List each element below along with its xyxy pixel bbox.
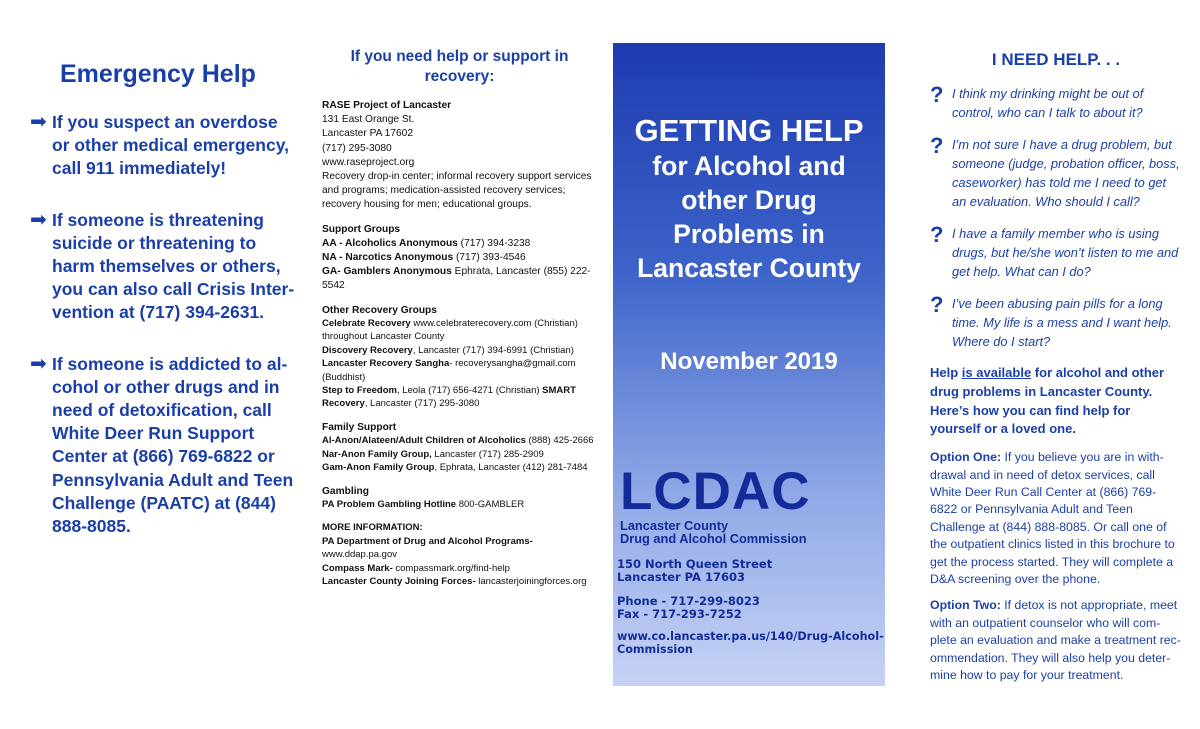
question-item [930,224,1182,281]
other-groups-section [322,304,597,411]
family-group-item [322,461,597,474]
question-mark-icon: ? [930,133,944,158]
question-mark-icon: ? [930,292,944,317]
more-info-item [322,575,597,588]
emergency-item-text: If someone is threatening suicide or threatening to harm themselves or others, you can also call Crisis Inter- vention at (717) 394-2631. [52,209,295,323]
family-support-section [322,421,597,475]
group-detail: (717) 394-3238 [457,237,531,249]
group-detail: , Ephrata, Lancaster (412) 281-7484 [434,462,588,474]
cover-title-line: GETTING HELP [634,113,864,148]
group-name: SMART Recovery [322,385,576,410]
group-detail: , Lancaster (717) 394-6991 (Christian) [412,344,574,356]
help-post: for alcohol and other drug problems in Lancaster County. Here’s how you can find help for yourself or a loved one. [930,365,1165,437]
rase-line: 131 East Orange St. [322,114,415,126]
address-line: Lancaster PA 17603 [617,569,745,584]
rase-line: (717) 295-3080 [322,142,392,154]
recovery-heading: If you need help or support in recovery: [350,48,569,85]
arrow-right-icon: ➡ [30,111,47,133]
emergency-item [30,111,295,181]
support-group-item [322,237,597,251]
group-name: Al-Anon/Alateen/Adult Children of Alcoholics [322,435,526,447]
resource-detail: lancasterjoiningforces.org [475,575,587,587]
family-group-item [322,434,597,447]
arrow-right-icon: ➡ [30,352,47,375]
more-info-title: MORE INFORMATION: [322,522,423,534]
need-help-panel [930,50,1182,693]
org-contact [617,595,760,620]
resource-name: PA Department of Drug and Alcohol Programs- [322,535,533,547]
help-available-paragraph [930,364,1182,439]
resource-detail: compassmark.org/find-help [392,562,510,574]
help-underlined: is available [961,365,1032,380]
question-text: I’ve been abusing pain pills for a long time. My life is a mess and I want help. Where do I start? [952,296,1172,349]
group-detail: www.celebraterecovery.com (Christian) throughout Lancaster County [322,318,578,343]
resource-name: Compass Mark- [322,562,393,574]
address-line: 150 North Queen Street [617,557,773,571]
emergency-item-text: If someone is addicted to al- cohol or other drugs and in need of detoxification, call White Deer Run Support Center at (866) 769-6822 or Pennsylvania Adult and Teen Challenge (PAATC) at (844) 888-8085. [52,353,294,537]
emergency-panel [30,60,295,566]
cover-title-line: Lancaster County [637,253,861,283]
org-website: www.co.lancaster.pa.us/140/Drug-Alcohol-Commission [617,630,884,656]
cover-title-line: Problems in [673,219,825,249]
group-name: Discovery Recovery [322,344,413,356]
family-group-item [322,448,597,461]
help-pre: Help [930,365,962,380]
emergency-item-text: If you suspect an overdose or other medical emergency, call 911 immediately! [52,112,289,179]
emergency-item [30,353,295,539]
question-text: I have a family member who is using drugs, but he/she won’t listen to me and get help. What can I do? [952,226,1179,279]
other-group-item [322,344,597,357]
option-one [930,449,1182,588]
rase-title: RASE Project of Lancaster [322,100,452,111]
emergency-item [30,209,295,325]
resource-detail: www.ddap.pa.gov [322,549,397,561]
group-detail: (717) 393-4546 [453,252,526,264]
gambling-section [322,485,597,512]
group-name: NA - Narcotics Anonymous [322,252,454,264]
rase-line: Lancaster PA 17602 [322,128,413,140]
question-mark-icon: ? [930,82,944,107]
group-name: GA- Gamblers Anonymous [322,266,452,278]
need-help-title: I NEED HELP. . . [991,50,1121,69]
group-name: Step to Freedom [322,385,397,397]
resource-name: Lancaster County Joining Forces- [322,575,476,587]
other-group-item [322,357,597,384]
org-phone: Phone - 717-299-8023 [617,594,760,608]
lcdac-logo: LCDAC [620,462,811,521]
org-name-line: Lancaster County [620,518,729,533]
option-label: Option One: [930,450,1002,465]
group-detail: (888) 425-2666 [525,435,594,447]
support-group-item [322,251,597,265]
emergency-title: Emergency Help [60,60,256,88]
group-detail: 800-GAMBLER [456,498,525,510]
org-name-line: Drug and Alcohol Commission [620,531,807,546]
org-fax: Fax - 717-293-7252 [617,606,742,621]
question-mark-icon: ? [930,222,944,247]
question-item [930,84,1182,122]
option-label: Option Two: [930,598,1001,613]
group-name: AA - Alcoholics Anonymous [322,237,458,249]
group-detail: Ephrata, Lancaster (855) 222-5542 [322,266,591,292]
question-item [930,294,1182,351]
group-name: Lancaster Recovery Sangha [322,358,450,370]
other-group-item [322,384,597,411]
group-name: Celebrate Recovery [322,318,411,330]
group-detail: - recoverysangha@gmail.com (Buddhist) [322,358,576,383]
cover-title [613,113,885,285]
rase-section [322,99,597,213]
group-detail: , Lancaster (717) 295-3080 [364,398,480,410]
group-name: PA Problem Gambling Hotline [322,498,457,510]
question-item [930,135,1182,211]
support-groups-section [322,223,597,294]
cover-date: November 2019 [660,348,838,375]
cover-title-line: other Drug [681,185,817,215]
org-address [617,558,772,583]
more-info-item [322,535,597,562]
group-detail: Lancaster (717) 285-2909 [431,448,544,460]
option-two [930,597,1182,684]
recovery-panel [322,47,597,598]
arrow-right-icon: ➡ [30,208,47,231]
org-name [620,519,807,545]
option-text: If you believe you are in with- drawal and in need of detox services, call White Deer Run Call Center at (866) 769-6822 or Pennsylvania Adult and Teen Challenge at (844) 888-8085. Or call one of the outpatient clinics listed in this brochure to get the process started. They will complete a D&A screening over the phone. [930,450,1175,587]
cover-panel [613,43,885,686]
more-info-section [322,521,597,588]
group-name: Nar-Anon Family Group, [322,448,432,460]
gambling-item [322,498,597,511]
other-groups-title: Other Recovery Groups [322,304,437,316]
family-support-title: Family Support [322,421,397,433]
option-text: If detox is not appropriate, meet with an outpatient counselor who will com- plete an evaluation and make a treatment rec- ommendation. They will also help you deter- mine how to pay for your treatment. [930,598,1181,683]
support-group-item [322,265,597,293]
gambling-title: Gambling [322,485,369,497]
support-groups-title: Support Groups [322,223,401,235]
more-info-item [322,562,597,575]
other-group-item [322,317,597,344]
question-text: I’m not sure I have a drug problem, but someone (judge, probation officer, boss, caseworker) has told me I need to get an evaluation. Who should I call? [952,137,1180,209]
rase-description: Recovery drop-in center; informal recovery support services and programs; medication-assisted recovery services; recovery housing for men; educational groups. [322,171,592,211]
question-text: I think my drinking might be out of control, who can I talk to about it? [952,86,1144,120]
cover-title-line: for Alcohol and [652,151,846,181]
group-detail: , Leola (717) 656-4271 (Christian) [396,385,543,397]
rase-website: www.raseproject.org [322,156,415,168]
group-name: Gam-Anon Family Group [322,462,435,474]
